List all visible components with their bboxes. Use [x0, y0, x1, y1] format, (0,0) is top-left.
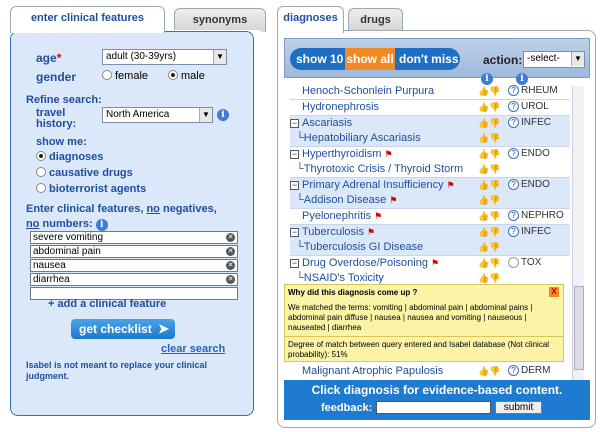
enter-features-heading: Enter clinical features, no negatives, no numbers: i: [26, 203, 217, 230]
feedback-label: feedback:: [321, 402, 373, 414]
list-item[interactable]: Henoch-Schonlein Purpura 👍👎 ? RHEUM: [302, 85, 558, 97]
age-label: age*: [36, 51, 62, 65]
thumbs-icon[interactable]: 👍👎: [478, 258, 501, 268]
feature-input[interactable]: nausea ✕: [30, 259, 238, 272]
list-item[interactable]: − Primary Adrenal Insufficiency ⚑ 👍👎 ? ENDO: [290, 178, 570, 194]
list-item[interactable]: └NSAID's Toxicity 👍👎: [296, 272, 501, 284]
list-item[interactable]: Hydronephrosis 👍👎 ? UROL: [302, 101, 549, 113]
option-bioterrorist-agents[interactable]: bioterrorist agents: [36, 183, 146, 195]
travel-history-select[interactable]: North America ▼: [102, 107, 213, 123]
info-icon[interactable]: i: [481, 73, 493, 85]
why-title: Why did this diagnosis come up ?: [288, 288, 418, 297]
tab-diagnoses[interactable]: diagnoses: [277, 6, 344, 33]
flag-icon: ⚑: [389, 195, 398, 205]
help-icon[interactable]: ?: [508, 210, 519, 221]
thumbs-icon[interactable]: 👍👎: [478, 133, 501, 143]
close-icon[interactable]: X: [549, 287, 559, 297]
add-clinical-feature-link[interactable]: + add a clinical feature: [48, 298, 167, 310]
thumbs-icon[interactable]: 👍👎: [478, 211, 501, 221]
age-select[interactable]: adult (30-39yrs) ▼: [102, 49, 227, 65]
list-item[interactable]: Pyelonephritis ⚑ 👍👎 ? NEPHRO: [302, 210, 564, 222]
thumbs-icon[interactable]: 👍👎: [478, 118, 501, 128]
flag-icon: ⚑: [366, 227, 376, 237]
dont-miss-button[interactable]: don't miss: [399, 52, 459, 66]
thumbs-icon[interactable]: 👍👎: [478, 164, 501, 174]
thumbs-icon[interactable]: 👍👎: [478, 242, 501, 252]
list-item[interactable]: Malignant Atrophic Papulosis 👍👎 ? DERM: [302, 365, 551, 377]
list-item[interactable]: − Drug Overdose/Poisoning ⚑ 👍👎 TOX: [291, 257, 542, 269]
tab-enter-clinical-features[interactable]: enter clinical features: [10, 6, 165, 33]
collapse-icon[interactable]: −: [291, 180, 298, 190]
list-item[interactable]: − Tuberculosis ⚑ 👍👎 ? INFEC: [290, 225, 570, 241]
show-all-button[interactable]: show all: [345, 48, 395, 70]
feedback-input[interactable]: [376, 401, 491, 414]
remove-icon[interactable]: ✕: [227, 234, 234, 241]
thumbs-icon[interactable]: 👍👎: [478, 273, 501, 283]
info-icon[interactable]: i: [217, 109, 229, 121]
list-scrollbar[interactable]: [572, 86, 584, 380]
collapse-icon[interactable]: −: [291, 149, 298, 159]
option-diagnoses[interactable]: diagnoses: [36, 151, 103, 163]
chevron-down-icon: ▼: [213, 50, 226, 64]
help-icon[interactable]: ?: [508, 365, 519, 376]
list-item[interactable]: − Hyperthyroidism ⚑ 👍👎 ? ENDO: [291, 148, 550, 160]
thumbs-icon[interactable]: 👍👎: [478, 86, 501, 96]
match-degree: Degree of match between query entered and Isabel database (Not clinical probability): 51%: [288, 340, 550, 359]
gender-female-radio[interactable]: female: [102, 70, 148, 82]
chevron-down-icon: ▼: [199, 108, 212, 122]
list-item[interactable]: └Tuberculosis GI Disease 👍👎: [290, 240, 570, 256]
show-10-button[interactable]: show 10: [296, 52, 344, 66]
feature-input[interactable]: diarrhea ✕: [30, 273, 238, 286]
list-item[interactable]: └Thyrotoxic Crisis / Thyroid Storm 👍👎: [296, 163, 501, 175]
remove-icon[interactable]: ✕: [227, 276, 234, 283]
flag-icon: ⚑: [374, 211, 383, 221]
thumbs-icon[interactable]: 👍👎: [478, 227, 501, 237]
show-me-label: show me:: [36, 136, 87, 148]
help-icon[interactable]: ?: [508, 226, 519, 237]
list-item[interactable]: └Addison Disease ⚑ 👍👎: [290, 193, 570, 209]
collapse-icon[interactable]: −: [291, 118, 298, 128]
flag-icon: ⚑: [446, 180, 455, 190]
scrollbar-thumb[interactable]: [574, 286, 584, 370]
list-item[interactable]: − Ascariasis 👍👎 ? INFEC: [290, 116, 570, 132]
flag-icon: ⚑: [430, 258, 440, 268]
collapse-icon[interactable]: −: [291, 227, 298, 237]
arrow-right-icon: ➤: [158, 321, 169, 336]
get-checklist-button[interactable]: get checklist ➤: [71, 319, 175, 339]
feature-input[interactable]: abdominal pain ✕: [30, 245, 238, 258]
footer-hint: Click diagnosis for evidence-based content.: [311, 383, 563, 397]
collapse-icon[interactable]: −: [291, 258, 298, 268]
help-icon[interactable]: ?: [508, 179, 519, 190]
thumbs-icon[interactable]: 👍👎: [478, 180, 501, 190]
gender-label: gender: [36, 70, 77, 84]
thumbs-icon[interactable]: 👍👎: [478, 366, 501, 376]
thumbs-icon[interactable]: 👍👎: [478, 149, 501, 159]
submit-button[interactable]: submit: [495, 401, 542, 414]
chevron-down-icon: ▼: [571, 52, 584, 66]
thumbs-icon[interactable]: 👍👎: [478, 195, 501, 205]
why-diagnosis-popup: [284, 284, 564, 362]
list-footer: [284, 380, 590, 420]
help-icon[interactable]: ?: [508, 148, 519, 159]
list-item[interactable]: └Hepatobiliary Ascariasis 👍👎: [290, 131, 570, 147]
disclaimer-text: Isabel is not meant to replace your clinical judgment.: [26, 360, 208, 381]
travel-history-label: travel history:: [36, 107, 77, 130]
option-causative-drugs[interactable]: causative drugs: [36, 167, 133, 179]
remove-icon[interactable]: ✕: [227, 248, 234, 255]
action-label: action:: [483, 53, 523, 67]
action-select[interactable]: -select- ▼: [523, 51, 585, 68]
thumbs-icon[interactable]: 👍👎: [478, 102, 501, 112]
remove-icon[interactable]: ✕: [227, 262, 234, 269]
gender-male-radio[interactable]: male: [168, 70, 205, 82]
help-icon[interactable]: ?: [508, 117, 519, 128]
feature-input[interactable]: severe vomiting ✕: [30, 231, 238, 244]
matched-terms: We matched the terms: vomiting | abdominal pain | abdominal pains | abdominal pain diffuse | nausea | nausea and vomiting | nauseous | nauseated | diarrhea: [288, 303, 533, 332]
tab-drugs[interactable]: drugs: [348, 8, 403, 32]
clear-search-link[interactable]: clear search: [161, 343, 226, 355]
radio-icon[interactable]: [508, 257, 519, 268]
help-icon[interactable]: ?: [508, 85, 519, 96]
info-icon[interactable]: i: [516, 73, 528, 85]
clinical-features-form: [10, 31, 254, 416]
help-icon[interactable]: ?: [508, 101, 519, 112]
flag-icon: ⚑: [384, 149, 393, 159]
tab-synonyms[interactable]: synonyms: [174, 8, 266, 32]
refine-search-label: Refine search:: [26, 94, 102, 106]
info-icon[interactable]: i: [96, 219, 108, 231]
